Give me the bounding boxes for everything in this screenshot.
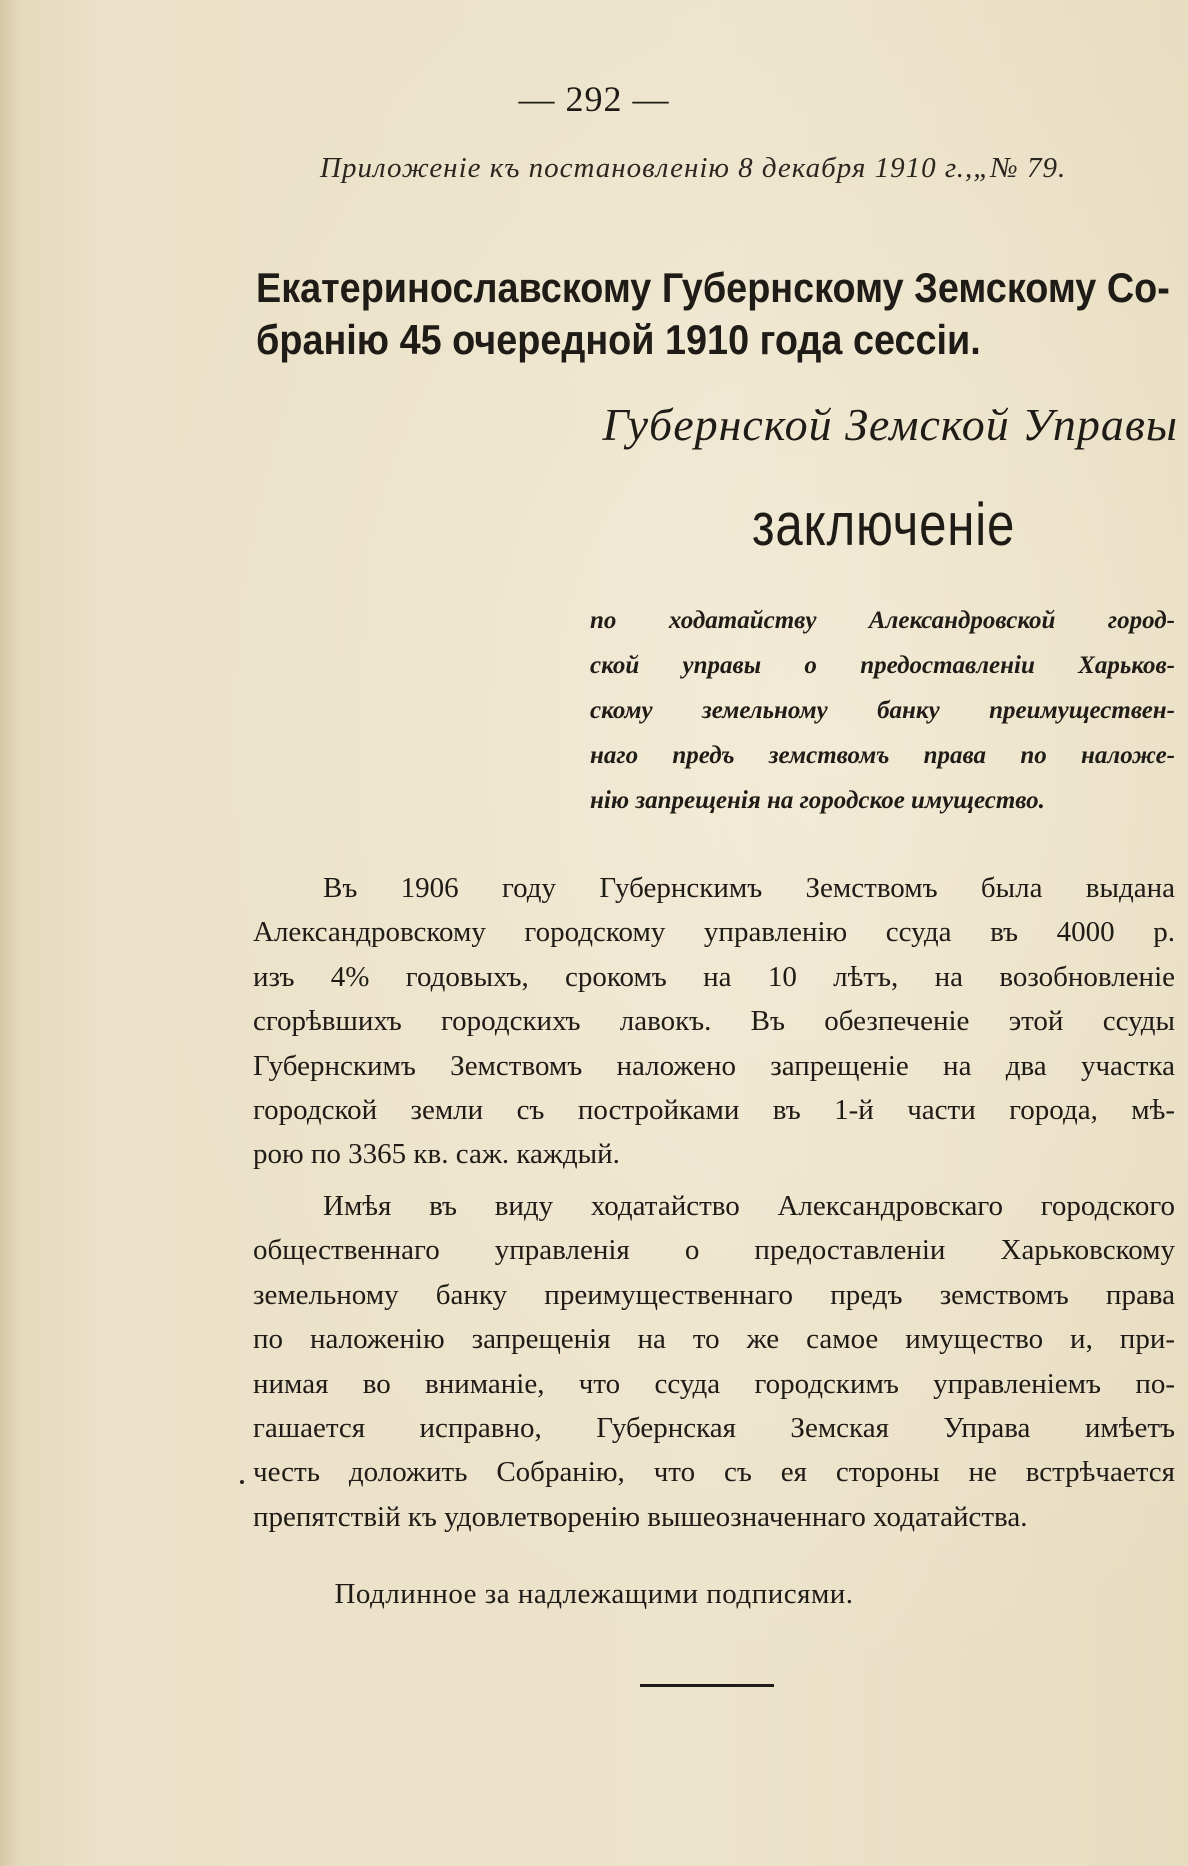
heading-line: бранію 45 очередной 1910 года сессіи. [256,316,981,363]
paragraph-2 [253,1184,1175,1539]
paragraph-line: Губернскимъ Земствомъ наложено запрещеніе на два участка [253,1049,1175,1082]
paragraph-line: рою по 3365 кв. саж. каждый. [253,1138,620,1171]
paragraph-line: изъ 4% годовыхъ, срокомъ на 10 лѣтъ, на возобновленіе [253,960,1175,993]
appendix-subtitle: Приложеніе къ постановленію 8 декабря 1910 г.,„№ 79. [320,152,1067,184]
ink-speck [240,1480,244,1484]
paragraph-line: земельному банку преимущественнаго предъ земствомъ права [253,1278,1175,1311]
paragraph-line: Имѣя въ виду ходатайство Александровскаго городского [323,1190,1175,1222]
closing-rule [640,1684,774,1687]
document-type-title: заключеніе [752,491,1016,558]
summary-line: скому земельному банку преимуществен- [590,697,1175,724]
paragraph-line: Александровскому городскому управленію ссуда въ 4000 р. [253,916,1175,949]
document-summary [590,598,1175,823]
summary-line: ской управы о предоставленіи Харьков- [590,652,1175,679]
issuing-authority: Губернской Земской Управы [602,399,1178,450]
heading-line: Екатеринославскому Губернскому Земскому Со- [256,264,1170,311]
paragraph-line: сгорѣвшихъ городскихъ лавокъ. Въ обезпеченіе этой ссуды [253,1005,1175,1038]
summary-line: нію запрещенія на городское имущество. [590,787,1045,814]
paragraph-line: препятствій къ удовлетворенію вышеозначеннаго ходатайства. [253,1500,1028,1533]
paragraph-line: по наложенію запрещенія на то же самое имущество и, при- [253,1323,1175,1356]
summary-line: наго предъ земствомъ права по наложе- [590,742,1175,769]
paragraph-line: Въ 1906 году Губернскимъ Земствомъ была выдана [323,872,1175,904]
paragraph-line: нимая во вниманіе, что ссуда городскимъ управленіемъ по- [253,1367,1175,1400]
page-number: — 292 — [518,79,670,119]
document-heading [256,262,1170,366]
paragraph-line: общественнаго управленія о предоставленіи Харьковскому [253,1234,1175,1267]
signature-note: Подлинное за надлежащими подписями. [334,1578,854,1610]
paragraph-1 [253,866,1175,1177]
summary-line: по ходатайству Александровской город- [590,607,1175,634]
paragraph-line: гашается исправно, Губернская Земская Управа имѣетъ [253,1412,1175,1445]
paragraph-line: честь доложить Собранію, что съ ея стороны не встрѣчается [253,1456,1175,1489]
paragraph-line: городской земли съ постройками въ 1-й части города, мѣ- [253,1094,1175,1127]
